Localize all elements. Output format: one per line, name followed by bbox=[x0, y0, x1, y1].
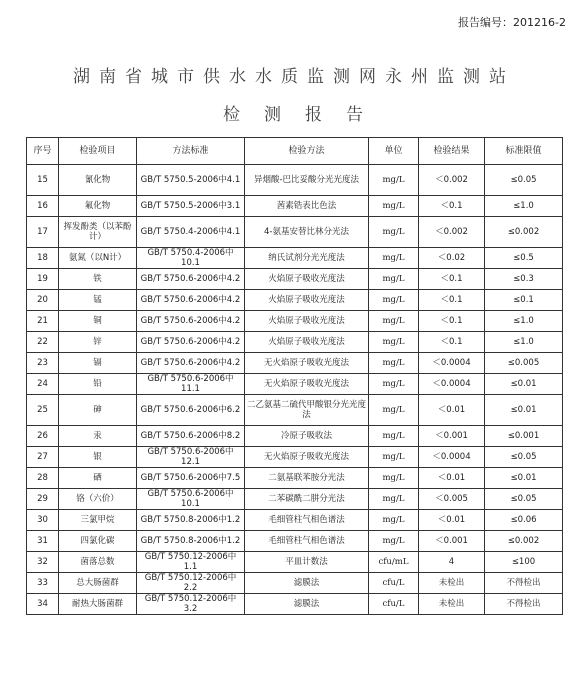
table-row bbox=[27, 531, 563, 552]
unit: mg/L bbox=[369, 196, 419, 217]
standard-limit: ≤0.05 bbox=[485, 165, 563, 196]
test-method: 冷原子吸收法 bbox=[245, 426, 369, 447]
unit: mg/L bbox=[369, 290, 419, 311]
standard-limit: ≤0.002 bbox=[485, 531, 563, 552]
test-item: 硒 bbox=[59, 468, 137, 489]
method-standard: GB/T 5750.6-2006中7.5 bbox=[137, 468, 245, 489]
row-number: 32 bbox=[27, 552, 59, 573]
unit: mg/L bbox=[369, 468, 419, 489]
test-item: 三氯甲烷 bbox=[59, 510, 137, 531]
table-header-row bbox=[27, 138, 563, 165]
standard-limit: ≤0.06 bbox=[485, 510, 563, 531]
test-results-table bbox=[26, 137, 563, 615]
standard-limit: ≤1.0 bbox=[485, 311, 563, 332]
table-row bbox=[27, 290, 563, 311]
test-method: 4-氨基安替比林分光法 bbox=[245, 217, 369, 248]
column-header-limit: 标准限值 bbox=[485, 138, 563, 165]
test-result: 未检出 bbox=[419, 594, 485, 615]
method-standard: GB/T 5750.5-2006中4.1 bbox=[137, 165, 245, 196]
column-header-method: 检验方法 bbox=[245, 138, 369, 165]
test-result: ＜0.1 bbox=[419, 290, 485, 311]
test-item: 锌 bbox=[59, 332, 137, 353]
report-number: 报告编号：201216-2 bbox=[458, 16, 566, 29]
method-standard: GB/T 5750.12-2006中2.2 bbox=[137, 573, 245, 594]
test-result: ＜0.1 bbox=[419, 332, 485, 353]
method-standard: GB/T 5750.6-2006中6.2 bbox=[137, 395, 245, 426]
test-result: ＜0.0004 bbox=[419, 374, 485, 395]
standard-limit: ≤1.0 bbox=[485, 332, 563, 353]
test-method: 无火焰原子吸收光度法 bbox=[245, 447, 369, 468]
test-result: ＜0.0004 bbox=[419, 447, 485, 468]
report-title-station: 湖南省城市供水水质监测网永州监测站 bbox=[73, 67, 515, 87]
unit: cfu/L bbox=[369, 594, 419, 615]
test-result: ＜0.02 bbox=[419, 248, 485, 269]
table-row bbox=[27, 165, 563, 196]
method-standard: GB/T 5750.4-2006中10.1 bbox=[137, 248, 245, 269]
test-item: 氨氮（以N计） bbox=[59, 248, 137, 269]
unit: mg/L bbox=[369, 374, 419, 395]
unit: mg/L bbox=[369, 447, 419, 468]
table-row bbox=[27, 311, 563, 332]
test-result: ＜0.002 bbox=[419, 165, 485, 196]
test-result: ＜0.002 bbox=[419, 217, 485, 248]
row-number: 26 bbox=[27, 426, 59, 447]
column-header-standard: 方法标准 bbox=[137, 138, 245, 165]
unit: mg/L bbox=[369, 489, 419, 510]
test-method: 二氨基联苯胺分光法 bbox=[245, 468, 369, 489]
test-result: ＜0.01 bbox=[419, 510, 485, 531]
test-method: 异烟酸-巴比妥酸分光光度法 bbox=[245, 165, 369, 196]
method-standard: GB/T 5750.8-2006中1.2 bbox=[137, 510, 245, 531]
test-result: ＜0.1 bbox=[419, 196, 485, 217]
standard-limit: ≤0.5 bbox=[485, 248, 563, 269]
test-method: 无火焰原子吸收光度法 bbox=[245, 353, 369, 374]
method-standard: GB/T 5750.6-2006中11.1 bbox=[137, 374, 245, 395]
standard-limit: 不得检出 bbox=[485, 573, 563, 594]
standard-limit: 不得检出 bbox=[485, 594, 563, 615]
table-row bbox=[27, 353, 563, 374]
test-item: 铅 bbox=[59, 374, 137, 395]
test-item: 铬（六价） bbox=[59, 489, 137, 510]
method-standard: GB/T 5750.12-2006中1.1 bbox=[137, 552, 245, 573]
table-row bbox=[27, 510, 563, 531]
unit: mg/L bbox=[369, 269, 419, 290]
test-item: 锰 bbox=[59, 290, 137, 311]
test-item: 挥发酚类（以苯酚计） bbox=[59, 217, 137, 248]
test-result: 未检出 bbox=[419, 573, 485, 594]
test-method: 无火焰原子吸收光度法 bbox=[245, 374, 369, 395]
row-number: 33 bbox=[27, 573, 59, 594]
table-row bbox=[27, 217, 563, 248]
test-result: ＜0.1 bbox=[419, 311, 485, 332]
unit: mg/L bbox=[369, 510, 419, 531]
row-number: 24 bbox=[27, 374, 59, 395]
method-standard: GB/T 5750.6-2006中12.1 bbox=[137, 447, 245, 468]
method-standard: GB/T 5750.6-2006中4.2 bbox=[137, 353, 245, 374]
test-result: ＜0.01 bbox=[419, 395, 485, 426]
table-row bbox=[27, 332, 563, 353]
table-row bbox=[27, 552, 563, 573]
table-row bbox=[27, 594, 563, 615]
unit: cfu/L bbox=[369, 573, 419, 594]
column-header-no: 序号 bbox=[27, 138, 59, 165]
method-standard: GB/T 5750.8-2006中1.2 bbox=[137, 531, 245, 552]
table-row bbox=[27, 468, 563, 489]
test-result: ＜0.001 bbox=[419, 426, 485, 447]
unit: mg/L bbox=[369, 395, 419, 426]
test-method: 纳氏试剂分光光度法 bbox=[245, 248, 369, 269]
row-number: 20 bbox=[27, 290, 59, 311]
standard-limit: ≤0.3 bbox=[485, 269, 563, 290]
test-method: 火焰原子吸收光度法 bbox=[245, 269, 369, 290]
unit: mg/L bbox=[369, 353, 419, 374]
test-result: ＜0.0004 bbox=[419, 353, 485, 374]
unit: mg/L bbox=[369, 248, 419, 269]
test-method: 滤膜法 bbox=[245, 594, 369, 615]
standard-limit: ≤0.01 bbox=[485, 395, 563, 426]
method-standard: GB/T 5750.6-2006中4.2 bbox=[137, 311, 245, 332]
test-method: 火焰原子吸收光度法 bbox=[245, 332, 369, 353]
test-item: 汞 bbox=[59, 426, 137, 447]
unit: cfu/mL bbox=[369, 552, 419, 573]
column-header-result: 检验结果 bbox=[419, 138, 485, 165]
unit: mg/L bbox=[369, 426, 419, 447]
standard-limit: ≤0.002 bbox=[485, 217, 563, 248]
test-method: 茜素锆表比色法 bbox=[245, 196, 369, 217]
test-method: 滤膜法 bbox=[245, 573, 369, 594]
row-number: 29 bbox=[27, 489, 59, 510]
standard-limit: ≤0.01 bbox=[485, 374, 563, 395]
test-item: 镉 bbox=[59, 353, 137, 374]
table-row bbox=[27, 573, 563, 594]
report-title: 检测报告 bbox=[223, 105, 387, 125]
row-number: 28 bbox=[27, 468, 59, 489]
unit: mg/L bbox=[369, 217, 419, 248]
test-method: 二苯碳酰二肼分光法 bbox=[245, 489, 369, 510]
test-item: 菌落总数 bbox=[59, 552, 137, 573]
standard-limit: ≤0.05 bbox=[485, 447, 563, 468]
column-header-unit: 单位 bbox=[369, 138, 419, 165]
test-result: ＜0.005 bbox=[419, 489, 485, 510]
row-number: 31 bbox=[27, 531, 59, 552]
test-result: ＜0.001 bbox=[419, 531, 485, 552]
row-number: 17 bbox=[27, 217, 59, 248]
row-number: 19 bbox=[27, 269, 59, 290]
table-row bbox=[27, 447, 563, 468]
test-method: 火焰原子吸收光度法 bbox=[245, 290, 369, 311]
standard-limit: ≤0.05 bbox=[485, 489, 563, 510]
row-number: 25 bbox=[27, 395, 59, 426]
unit: mg/L bbox=[369, 165, 419, 196]
row-number: 34 bbox=[27, 594, 59, 615]
method-standard: GB/T 5750.6-2006中10.1 bbox=[137, 489, 245, 510]
test-method: 二乙氨基二硫代甲酸银分光光度法 bbox=[245, 395, 369, 426]
test-method: 毛细管柱气相色谱法 bbox=[245, 510, 369, 531]
test-method: 毛细管柱气相色谱法 bbox=[245, 531, 369, 552]
standard-limit: ≤0.01 bbox=[485, 468, 563, 489]
method-standard: GB/T 5750.6-2006中4.2 bbox=[137, 290, 245, 311]
test-method: 平皿计数法 bbox=[245, 552, 369, 573]
test-result: 4 bbox=[419, 552, 485, 573]
test-method: 火焰原子吸收光度法 bbox=[245, 311, 369, 332]
test-result: ＜0.01 bbox=[419, 468, 485, 489]
table-row bbox=[27, 395, 563, 426]
method-standard: GB/T 5750.4-2006中4.1 bbox=[137, 217, 245, 248]
row-number: 27 bbox=[27, 447, 59, 468]
test-item: 耐热大肠菌群 bbox=[59, 594, 137, 615]
standard-limit: ≤100 bbox=[485, 552, 563, 573]
test-result: ＜0.1 bbox=[419, 269, 485, 290]
row-number: 23 bbox=[27, 353, 59, 374]
standard-limit: ≤0.001 bbox=[485, 426, 563, 447]
standard-limit: ≤1.0 bbox=[485, 196, 563, 217]
standard-limit: ≤0.005 bbox=[485, 353, 563, 374]
method-standard: GB/T 5750.12-2006中3.2 bbox=[137, 594, 245, 615]
row-number: 15 bbox=[27, 165, 59, 196]
table-row bbox=[27, 196, 563, 217]
test-item: 铜 bbox=[59, 311, 137, 332]
test-item: 总大肠菌群 bbox=[59, 573, 137, 594]
column-header-item: 检验项目 bbox=[59, 138, 137, 165]
test-item: 氰化物 bbox=[59, 165, 137, 196]
table-row bbox=[27, 426, 563, 447]
row-number: 18 bbox=[27, 248, 59, 269]
method-standard: GB/T 5750.5-2006中3.1 bbox=[137, 196, 245, 217]
test-item: 氟化物 bbox=[59, 196, 137, 217]
table-row bbox=[27, 269, 563, 290]
test-item: 银 bbox=[59, 447, 137, 468]
row-number: 16 bbox=[27, 196, 59, 217]
table-row bbox=[27, 374, 563, 395]
table-row bbox=[27, 489, 563, 510]
row-number: 22 bbox=[27, 332, 59, 353]
standard-limit: ≤0.1 bbox=[485, 290, 563, 311]
unit: mg/L bbox=[369, 311, 419, 332]
test-item: 砷 bbox=[59, 395, 137, 426]
test-item: 四氯化碳 bbox=[59, 531, 137, 552]
row-number: 30 bbox=[27, 510, 59, 531]
method-standard: GB/T 5750.6-2006中8.2 bbox=[137, 426, 245, 447]
test-item: 铁 bbox=[59, 269, 137, 290]
table-row bbox=[27, 248, 563, 269]
unit: mg/L bbox=[369, 332, 419, 353]
row-number: 21 bbox=[27, 311, 59, 332]
method-standard: GB/T 5750.6-2006中4.2 bbox=[137, 269, 245, 290]
method-standard: GB/T 5750.6-2006中4.2 bbox=[137, 332, 245, 353]
unit: mg/L bbox=[369, 531, 419, 552]
